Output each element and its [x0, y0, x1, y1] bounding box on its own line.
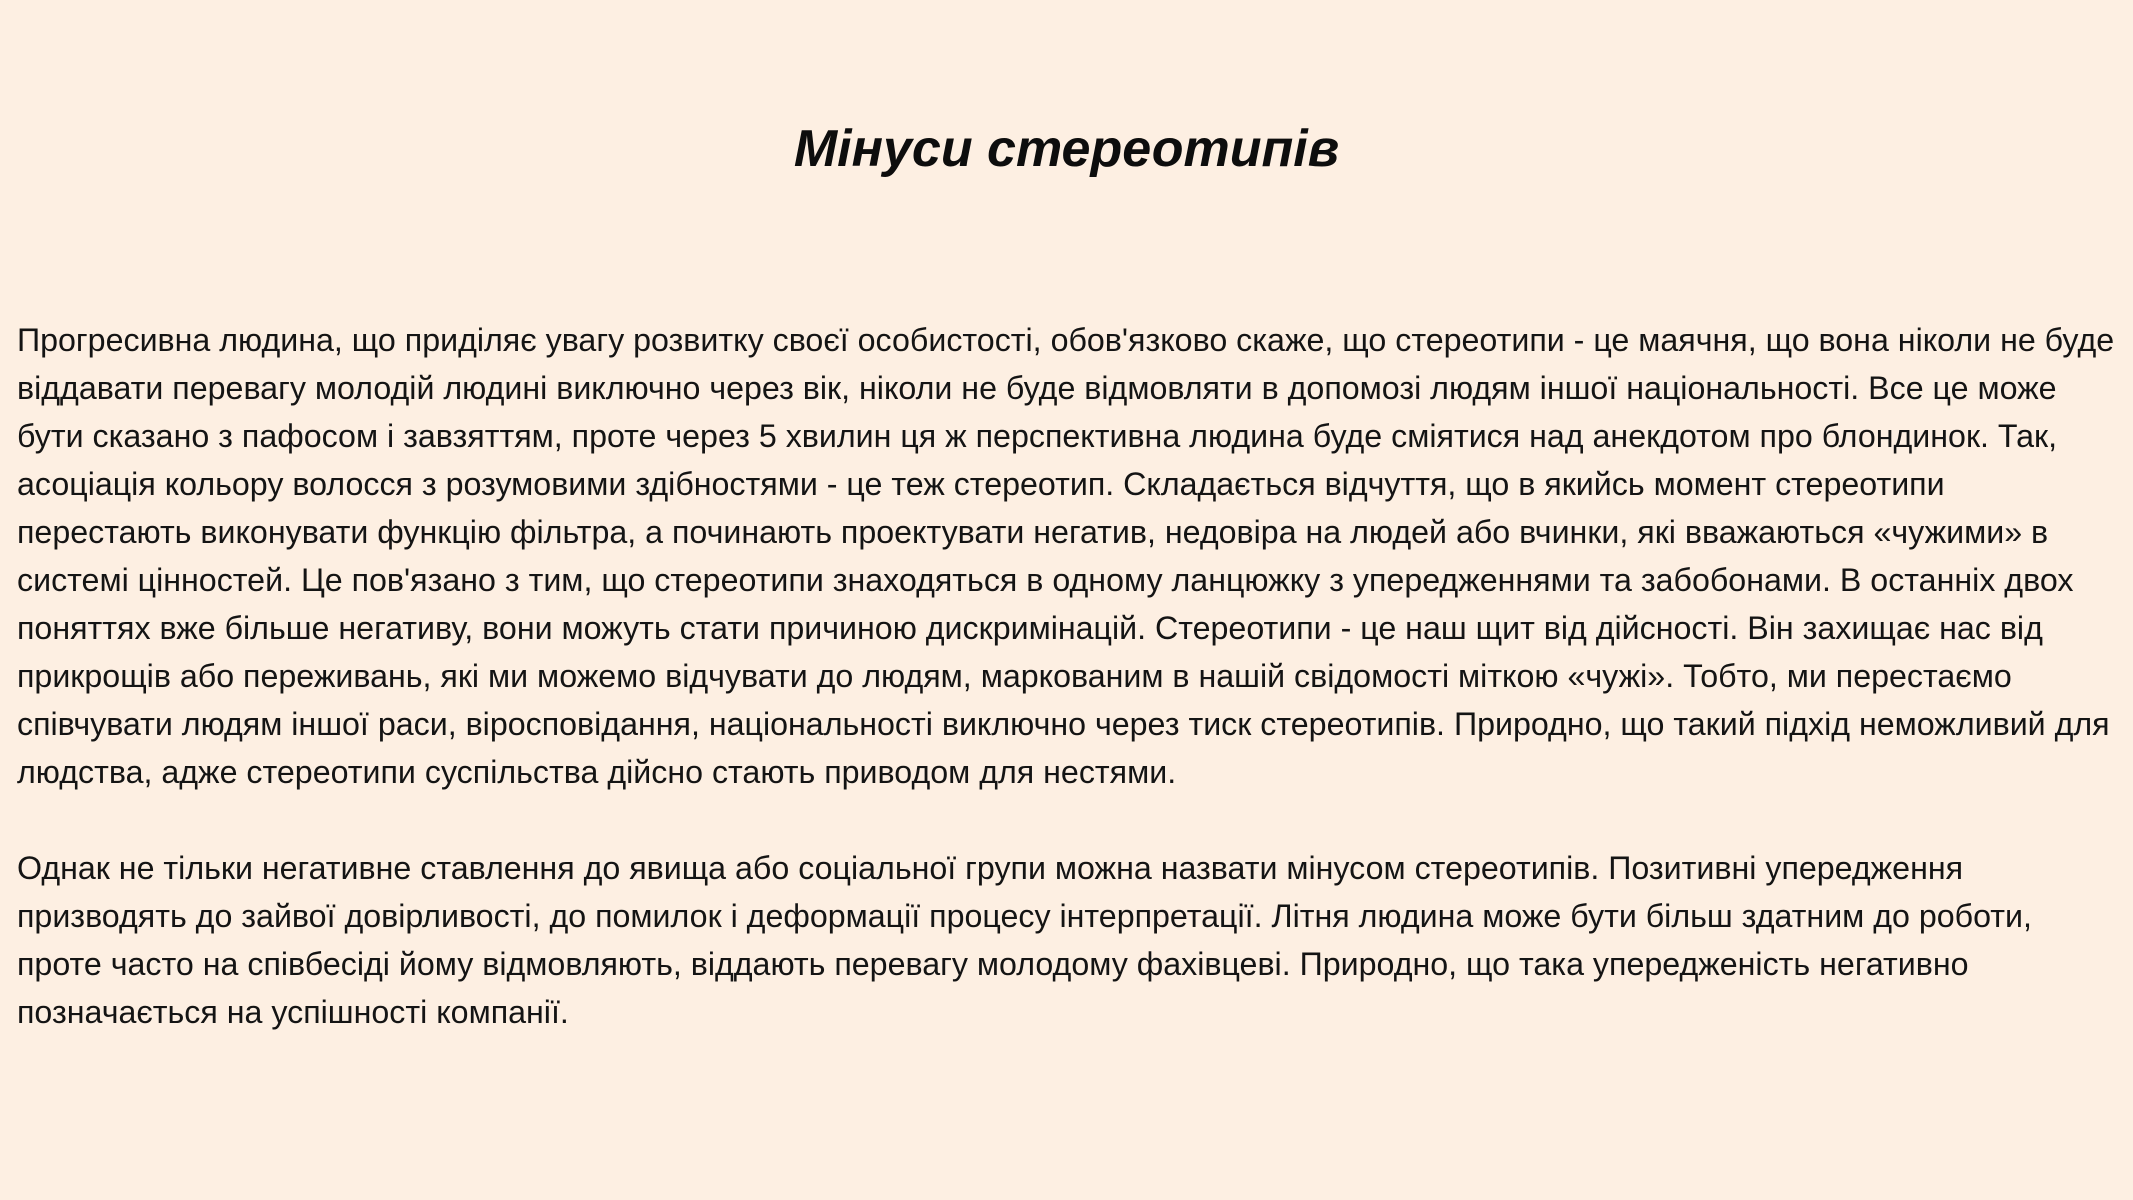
slide-title: Мінуси стереотипів	[793, 120, 1340, 178]
body-paragraph-1: Прогресивна людина, що приділяє увагу розвитку своєї особистості, обов'язково скаже, що стереотипи - це маячня, що вона ніколи не буде віддавати перевагу молодій людині виключно через вік, ніколи не буде відмовляти в допомозі людям іншої національності. Все це може бути сказано з пафосом і завзяттям, проте через 5 хвилин ця ж перспективна людина буде сміятися над анекдотом про блондинок. Так, асоціація кольору волосся з розумовими здібностями - це теж стереотип. Складається відчуття, що в якийсь момент стереотипи перестають виконувати функцію фільтра, а починають проектувати негатив, недовіра на людей або вчинки, які вважаються «чужими» в системі цінностей. Це пов'язано з тим, що стереотипи знаходяться в одному ланцюжку з упередженнями та забобонами. В останніх двох поняттях вже більше негативу, вони можуть стати причиною дискримінацій. Стереотипи - це наш щит від дійсності. Він захищає нас від прикрощів або переживань, які ми можемо відчувати до людям, маркованим в нашій свідомості міткою «чужі». Тобто, ми перестаємо співчувати людям іншої раси, віросповідання, національності виключно через тиск стереотипів. Природно, що такий підхід неможливий для людства, адже стереотипи суспільства дійсно стають приводом для нестями.	[17, 322, 2115, 790]
body-paragraph-2: Однак не тільки негативне ставлення до явища або соціальної групи можна назвати мінусом стереотипів. Позитивні упередження призводять до зайвої довірливості, до помилок і деформації процесу інтерпретації. Літня людина може бути більш здатним до роботи, проте часто на співбесіді йому відмовляють, віддають перевагу молодому фахівцеві. Природно, що така упередженість негативно позначається на успішності компанії.	[17, 850, 2032, 1030]
slide-body	[17, 316, 2117, 1036]
